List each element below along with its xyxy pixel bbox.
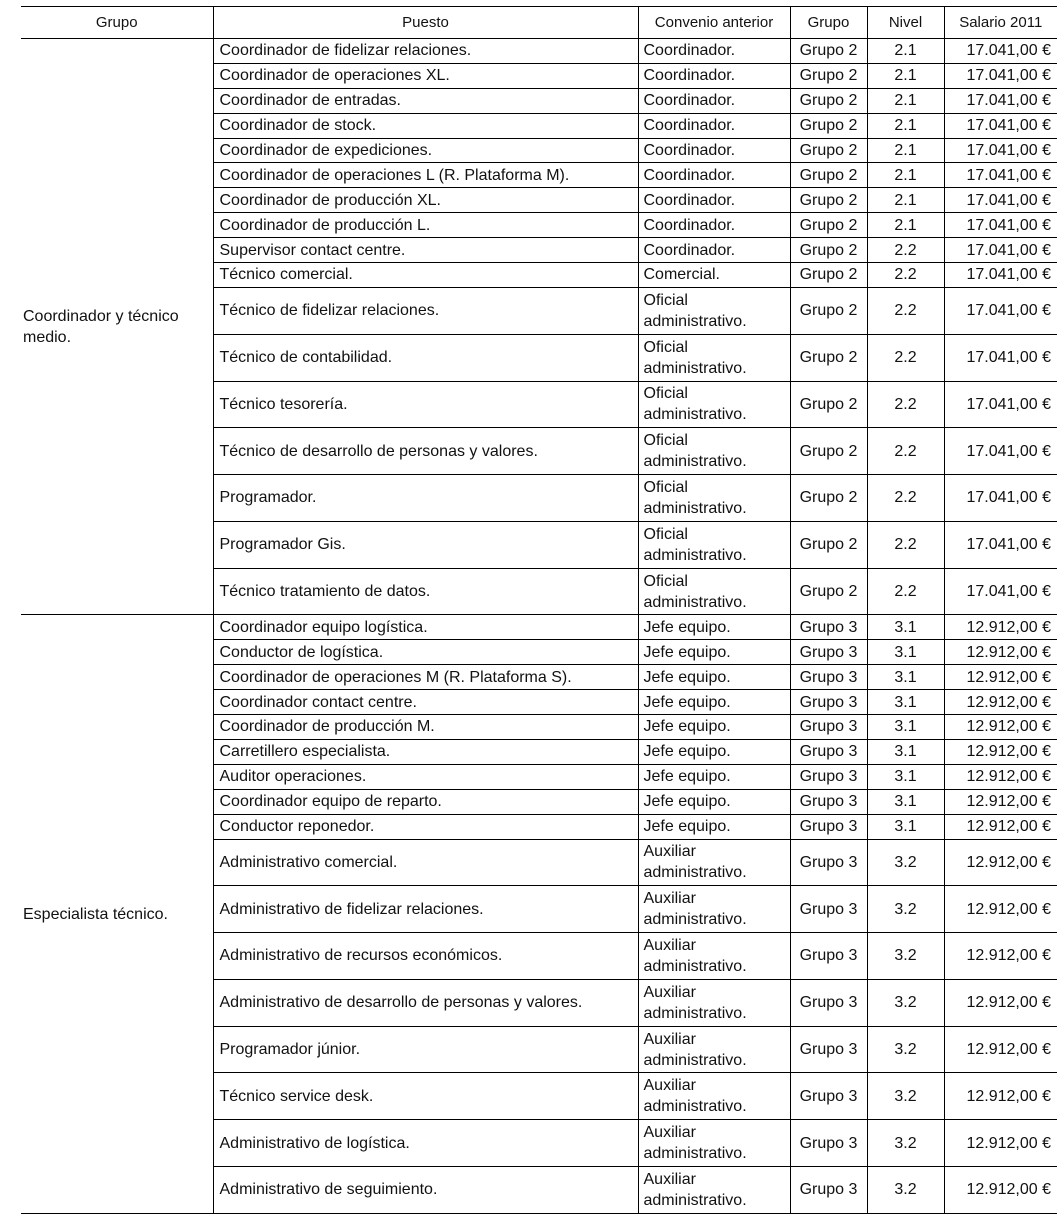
nivel-cell: 2.1 (867, 213, 944, 238)
convenio-line: administrativo. (643, 1145, 747, 1163)
nivel-cell: 3.1 (867, 690, 944, 715)
nivel-cell: 3.2 (867, 1120, 944, 1167)
puesto-cell: Administrativo comercial. (213, 839, 638, 886)
nivel-cell: 2.2 (867, 521, 944, 568)
convenio-cell (638, 238, 790, 263)
grupo-cell: Grupo 2 (790, 63, 867, 88)
convenio-cell (638, 886, 790, 933)
convenio-cell (638, 665, 790, 690)
salario-cell: 12.912,00 € (944, 839, 1057, 886)
convenio-line: Auxiliar (643, 890, 696, 908)
convenio-line: Coordinador. (643, 42, 736, 60)
salario-cell: 12.912,00 € (944, 615, 1057, 640)
grupo-cell: Grupo 2 (790, 238, 867, 263)
convenio-line: Coordinador. (643, 216, 736, 234)
grupo-cell: Grupo 2 (790, 188, 867, 213)
convenio-line: administrativo. (643, 593, 747, 611)
convenio-cell (638, 764, 790, 789)
convenio-line: Oficial (643, 291, 688, 309)
salario-cell: 12.912,00 € (944, 739, 1057, 764)
grupo-cell: Grupo 2 (790, 213, 867, 238)
salario-cell: 12.912,00 € (944, 690, 1057, 715)
puesto-cell: Técnico de contabilidad. (213, 334, 638, 381)
convenio-cell (638, 428, 790, 475)
convenio-cell (638, 475, 790, 522)
convenio-cell (638, 287, 790, 334)
nivel-cell: 2.2 (867, 238, 944, 263)
puesto-cell: Auditor operaciones. (213, 764, 638, 789)
convenio-cell (638, 739, 790, 764)
convenio-cell (638, 334, 790, 381)
convenio-line: Jefe equipo. (643, 668, 731, 686)
convenio-line: administrativo. (643, 406, 747, 424)
header-grupo-nuevo: Grupo (790, 7, 867, 39)
table-body (21, 39, 1057, 1214)
convenio-line: Auxiliar (643, 1124, 696, 1142)
convenio-line: Auxiliar (643, 1170, 696, 1188)
salario-cell: 12.912,00 € (944, 640, 1057, 665)
convenio-line: Auxiliar (643, 1077, 696, 1095)
salario-cell: 17.041,00 € (944, 475, 1057, 522)
puesto-cell: Coordinador de operaciones M (R. Plataforma S). (213, 665, 638, 690)
puesto-cell: Coordinador de expediciones. (213, 138, 638, 163)
convenio-cell (638, 690, 790, 715)
nivel-cell: 3.2 (867, 1026, 944, 1073)
convenio-line: Oficial (643, 525, 688, 543)
puesto-cell: Coordinador de producción M. (213, 715, 638, 740)
nivel-cell: 2.2 (867, 428, 944, 475)
convenio-line: administrativo. (643, 1191, 747, 1209)
grupo-cell: Grupo 3 (790, 979, 867, 1026)
grupo-cell: Grupo 3 (790, 665, 867, 690)
convenio-cell (638, 640, 790, 665)
grupo-cell: Grupo 3 (790, 814, 867, 839)
salario-cell: 17.041,00 € (944, 63, 1057, 88)
convenio-line: Coordinador. (643, 67, 736, 85)
convenio-cell (638, 1073, 790, 1120)
convenio-cell (638, 933, 790, 980)
salario-cell: 12.912,00 € (944, 1073, 1057, 1120)
salario-cell: 12.912,00 € (944, 886, 1057, 933)
convenio-cell (638, 1167, 790, 1214)
puesto-cell: Administrativo de seguimiento. (213, 1167, 638, 1214)
convenio-line: Jefe equipo. (643, 618, 731, 636)
puesto-cell: Técnico tesorería. (213, 381, 638, 428)
salario-cell: 17.041,00 € (944, 213, 1057, 238)
convenio-line: Jefe equipo. (643, 718, 731, 736)
salario-cell: 17.041,00 € (944, 334, 1057, 381)
grupo-cell: Grupo 2 (790, 428, 867, 475)
convenio-cell (638, 188, 790, 213)
convenio-line: administrativo. (643, 1098, 747, 1116)
salario-cell: 17.041,00 € (944, 39, 1057, 64)
puesto-cell: Técnico de desarrollo de personas y valores. (213, 428, 638, 475)
puesto-cell: Programador Gis. (213, 521, 638, 568)
puesto-cell: Coordinador de stock. (213, 113, 638, 138)
grupo-cell: Grupo 2 (790, 88, 867, 113)
convenio-cell (638, 113, 790, 138)
nivel-cell: 3.1 (867, 814, 944, 839)
grupo-cell: Grupo 3 (790, 1167, 867, 1214)
convenio-line: administrativo. (643, 1004, 747, 1022)
table-row (21, 39, 1057, 64)
convenio-line: Jefe equipo. (643, 693, 731, 711)
convenio-line: Auxiliar (643, 936, 696, 954)
nivel-cell: 2.2 (867, 475, 944, 522)
salario-cell: 17.041,00 € (944, 263, 1057, 288)
nivel-cell: 2.1 (867, 163, 944, 188)
grupo-cell: Grupo 3 (790, 1120, 867, 1167)
convenio-cell (638, 789, 790, 814)
nivel-cell: 3.1 (867, 715, 944, 740)
salario-cell: 17.041,00 € (944, 163, 1057, 188)
convenio-line: Jefe equipo. (643, 793, 731, 811)
grupo-cell: Grupo 2 (790, 39, 867, 64)
header-grupo: Grupo (21, 7, 213, 39)
convenio-line: Auxiliar (643, 843, 696, 861)
convenio-cell (638, 63, 790, 88)
grupo-cell: Grupo 3 (790, 933, 867, 980)
nivel-cell: 3.2 (867, 979, 944, 1026)
grupo-cell: Grupo 2 (790, 568, 867, 615)
convenio-line: Jefe equipo. (643, 743, 731, 761)
nivel-cell: 3.1 (867, 739, 944, 764)
puesto-cell: Programador júnior. (213, 1026, 638, 1073)
salario-cell: 12.912,00 € (944, 1120, 1057, 1167)
salario-cell: 17.041,00 € (944, 428, 1057, 475)
grupo-cell: Grupo 2 (790, 113, 867, 138)
salario-cell: 17.041,00 € (944, 381, 1057, 428)
convenio-line: Coordinador. (643, 117, 736, 135)
puesto-cell: Programador. (213, 475, 638, 522)
convenio-cell (638, 163, 790, 188)
salario-cell: 17.041,00 € (944, 238, 1057, 263)
table-header-row (21, 7, 1057, 39)
salario-cell: 12.912,00 € (944, 979, 1057, 1026)
puesto-cell: Administrativo de logística. (213, 1120, 638, 1167)
nivel-cell: 2.2 (867, 334, 944, 381)
convenio-cell (638, 1026, 790, 1073)
grupo-cell: Grupo 2 (790, 334, 867, 381)
salario-cell: 17.041,00 € (944, 188, 1057, 213)
grupo-cell: Grupo 3 (790, 739, 867, 764)
salario-cell: 12.912,00 € (944, 1026, 1057, 1073)
convenio-line: administrativo. (643, 453, 747, 471)
grupo-cell: Grupo 3 (790, 789, 867, 814)
grupo-cell: Grupo 2 (790, 138, 867, 163)
nivel-cell: 3.1 (867, 615, 944, 640)
puesto-cell: Conductor de logística. (213, 640, 638, 665)
convenio-line: administrativo. (643, 957, 747, 975)
grupo-cell: Grupo 3 (790, 640, 867, 665)
convenio-line: administrativo. (643, 359, 747, 377)
salario-cell: 12.912,00 € (944, 933, 1057, 980)
convenio-line: administrativo. (643, 499, 747, 517)
convenio-line: Auxiliar (643, 983, 696, 1001)
nivel-cell: 3.1 (867, 764, 944, 789)
puesto-cell: Técnico comercial. (213, 263, 638, 288)
puesto-cell: Supervisor contact centre. (213, 238, 638, 263)
convenio-line: Coordinador. (643, 166, 736, 184)
puesto-cell: Conductor reponedor. (213, 814, 638, 839)
nivel-cell: 3.2 (867, 1167, 944, 1214)
header-salario-2011: Salario 2011 (944, 7, 1057, 39)
puesto-cell: Técnico tratamiento de datos. (213, 568, 638, 615)
grupo-cell: Grupo 2 (790, 475, 867, 522)
convenio-cell (638, 839, 790, 886)
puesto-cell: Técnico service desk. (213, 1073, 638, 1120)
convenio-cell (638, 979, 790, 1026)
nivel-cell: 2.2 (867, 381, 944, 428)
puesto-cell: Administrativo de desarrollo de personas y valores. (213, 979, 638, 1026)
convenio-cell (638, 521, 790, 568)
puesto-cell: Coordinador de operaciones L (R. Plataforma M). (213, 163, 638, 188)
nivel-cell: 3.1 (867, 789, 944, 814)
header-puesto: Puesto (213, 7, 638, 39)
grupo-cell: Grupo 3 (790, 690, 867, 715)
convenio-line: Oficial (643, 572, 688, 590)
puesto-cell: Carretillero especialista. (213, 739, 638, 764)
nivel-cell: 2.1 (867, 88, 944, 113)
grupo-cell: Grupo 3 (790, 886, 867, 933)
nivel-cell: 2.2 (867, 287, 944, 334)
salario-cell: 12.912,00 € (944, 764, 1057, 789)
convenio-line: Coordinador. (643, 241, 736, 259)
puesto-cell: Coordinador de fidelizar relaciones. (213, 39, 638, 64)
convenio-line: Coordinador. (643, 191, 736, 209)
nivel-cell: 2.1 (867, 138, 944, 163)
convenio-line: Oficial (643, 385, 688, 403)
grupo-cell: Grupo 3 (790, 1026, 867, 1073)
salario-cell: 17.041,00 € (944, 138, 1057, 163)
convenio-line: administrativo. (643, 546, 747, 564)
convenio-cell (638, 715, 790, 740)
convenio-cell (638, 568, 790, 615)
nivel-cell: 3.2 (867, 886, 944, 933)
convenio-line: administrativo. (643, 911, 747, 929)
salario-cell: 12.912,00 € (944, 665, 1057, 690)
convenio-line: Jefe equipo. (643, 768, 731, 786)
header-nivel: Nivel (867, 7, 944, 39)
convenio-line: Jefe equipo. (643, 818, 731, 836)
puesto-cell: Administrativo de fidelizar relaciones. (213, 886, 638, 933)
convenio-cell (638, 381, 790, 428)
convenio-line: administrativo. (643, 864, 747, 882)
nivel-cell: 2.2 (867, 263, 944, 288)
grupo-cell: Grupo 2 (790, 521, 867, 568)
grupo-cell: Grupo 3 (790, 764, 867, 789)
grupo-cell: Grupo 2 (790, 263, 867, 288)
nivel-cell: 3.1 (867, 640, 944, 665)
convenio-line: Oficial (643, 478, 688, 496)
puesto-cell: Coordinador de operaciones XL. (213, 63, 638, 88)
salario-cell: 12.912,00 € (944, 789, 1057, 814)
table-row (21, 615, 1057, 640)
grupo-cell: Grupo 3 (790, 1073, 867, 1120)
salario-cell: 12.912,00 € (944, 1167, 1057, 1214)
convenio-cell (638, 615, 790, 640)
convenio-line: Coordinador. (643, 142, 736, 159)
puesto-cell: Coordinador de producción XL. (213, 188, 638, 213)
convenio-cell (638, 1120, 790, 1167)
convenio-cell (638, 213, 790, 238)
salario-cell: 12.912,00 € (944, 814, 1057, 839)
convenio-cell (638, 88, 790, 113)
convenio-cell (638, 39, 790, 64)
convenio-line: Oficial (643, 338, 688, 356)
convenio-line: Jefe equipo. (643, 643, 731, 661)
puesto-cell: Coordinador de producción L. (213, 213, 638, 238)
nivel-cell: 2.1 (867, 188, 944, 213)
header-convenio-anterior: Convenio anterior (638, 7, 790, 39)
puesto-cell: Administrativo de recursos económicos. (213, 933, 638, 980)
convenio-line: Oficial (643, 432, 688, 450)
salario-cell: 17.041,00 € (944, 521, 1057, 568)
nivel-cell: 2.1 (867, 113, 944, 138)
puesto-cell: Coordinador contact centre. (213, 690, 638, 715)
salario-cell: 17.041,00 € (944, 568, 1057, 615)
convenio-cell (638, 138, 790, 163)
grupo-cell: Grupo 2 (790, 381, 867, 428)
nivel-cell: 2.2 (867, 568, 944, 615)
convenio-line: administrativo. (643, 312, 747, 330)
convenio-line: Comercial. (643, 266, 720, 284)
group-name-cell: Especialista técnico. (21, 615, 213, 1213)
nivel-cell: 3.2 (867, 933, 944, 980)
grupo-cell: Grupo 2 (790, 287, 867, 334)
puesto-cell: Coordinador de entradas. (213, 88, 638, 113)
puesto-cell: Coordinador equipo de reparto. (213, 789, 638, 814)
grupo-cell: Grupo 3 (790, 715, 867, 740)
nivel-cell: 3.2 (867, 839, 944, 886)
grupo-cell: Grupo 2 (790, 163, 867, 188)
salario-cell: 17.041,00 € (944, 287, 1057, 334)
convenio-cell (638, 263, 790, 288)
group-name-cell: Coordinador y técnico medio. (21, 39, 213, 615)
nivel-cell: 2.1 (867, 39, 944, 64)
grupo-cell: Grupo 3 (790, 615, 867, 640)
convenio-cell (638, 814, 790, 839)
convenio-line: Auxiliar (643, 1030, 696, 1048)
convenio-line: administrativo. (643, 1051, 747, 1069)
salario-cell: 12.912,00 € (944, 715, 1057, 740)
puesto-cell: Coordinador equipo logística. (213, 615, 638, 640)
nivel-cell: 3.2 (867, 1073, 944, 1120)
puesto-cell: Técnico de fidelizar relaciones. (213, 287, 638, 334)
nivel-cell: 3.1 (867, 665, 944, 690)
salario-cell: 17.041,00 € (944, 88, 1057, 113)
salary-table (21, 6, 1057, 1214)
convenio-line: Coordinador. (643, 92, 736, 110)
nivel-cell: 2.1 (867, 63, 944, 88)
grupo-cell: Grupo 3 (790, 839, 867, 886)
salario-cell: 17.041,00 € (944, 113, 1057, 138)
